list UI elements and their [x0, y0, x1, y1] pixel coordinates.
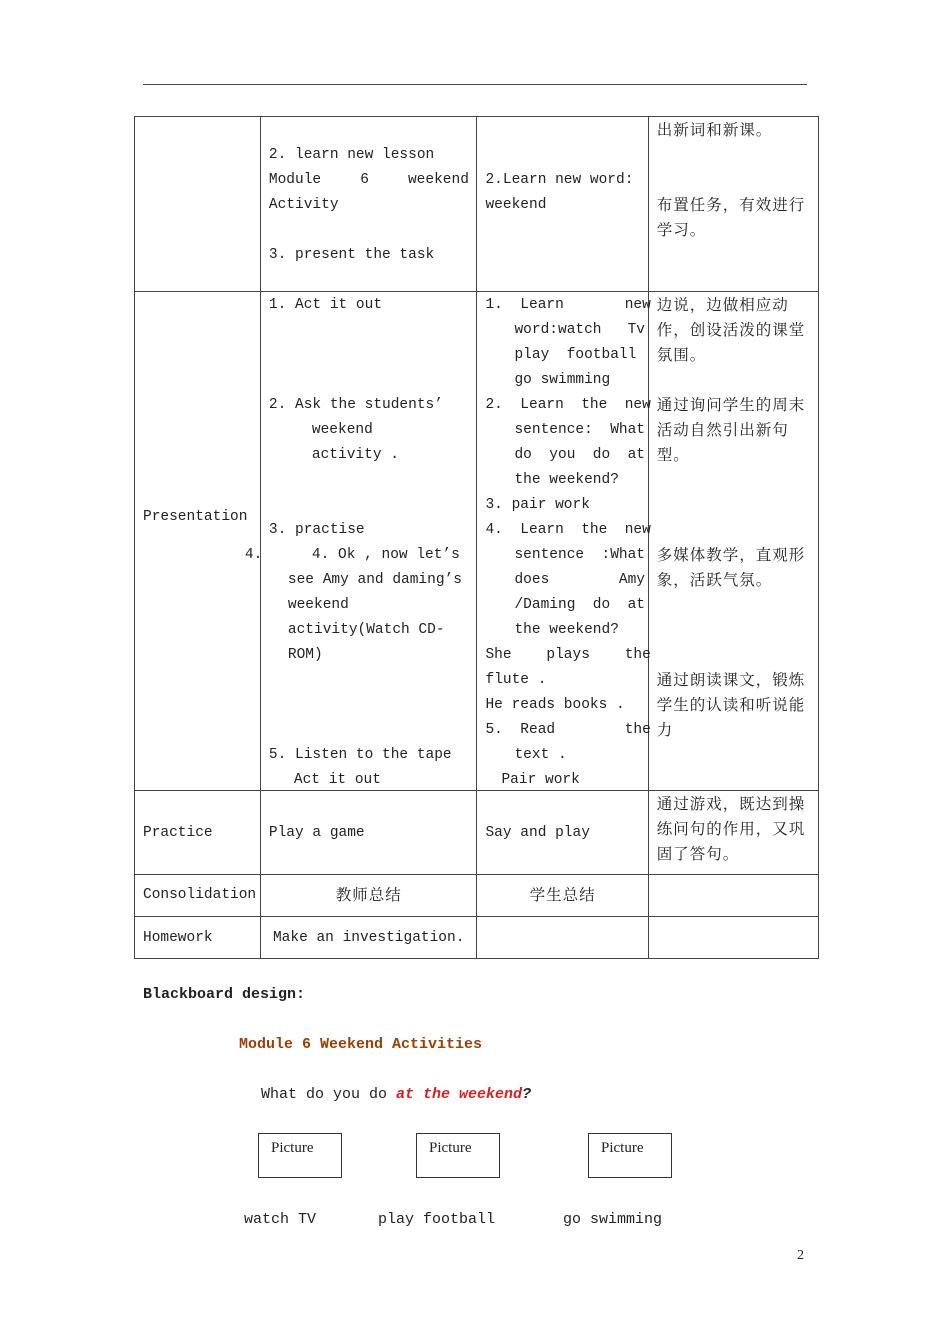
purpose-text: 作，创设活泼的课堂: [656, 321, 806, 339]
table-row: [135, 917, 819, 959]
step-text: weekend: [311, 422, 373, 438]
student-text: 4. Learn the new: [485, 522, 651, 538]
purpose-text: 型。: [656, 446, 690, 464]
table-cell: [477, 791, 648, 875]
question-highlight: at the weekend: [396, 1086, 523, 1103]
purpose-text: 边说，边做相应动: [656, 296, 789, 314]
step-text: 5. Listen to the tape: [268, 747, 452, 763]
table-row: [135, 875, 819, 917]
step-text: 2. Ask the students’: [268, 397, 443, 413]
student-text: Say and play: [485, 825, 590, 841]
question-text: What do you do: [261, 1086, 397, 1103]
table-cell: [135, 292, 261, 791]
step-text: activity(Watch CD-: [287, 622, 445, 638]
table-cell: [477, 875, 648, 917]
table-cell: [477, 292, 651, 791]
purpose-text: 氛围。: [656, 346, 707, 364]
student-text: go swimming: [514, 372, 611, 388]
step-text: 4.: [244, 547, 263, 563]
purpose-text: 学习。: [656, 221, 707, 239]
purpose-text: 布置任务，有效进行: [656, 196, 806, 214]
step-text: Module 6 weekend: [268, 172, 469, 188]
step-text: ROM): [287, 647, 323, 663]
table-cell: [648, 875, 818, 917]
student-text: 3. pair work: [485, 497, 590, 513]
table-cell: [648, 117, 818, 292]
table-cell: [648, 292, 818, 791]
student-text: text .: [514, 747, 567, 763]
step-text: weekend: [287, 597, 349, 613]
activity-label: play football: [378, 1211, 496, 1228]
purpose-text: 练问句的作用，又巩: [656, 820, 806, 838]
student-text: flute .: [485, 672, 547, 688]
student-text: /Daming do at: [514, 597, 646, 613]
table-cell: [260, 875, 477, 917]
table-cell: [260, 791, 477, 875]
student-text: the weekend?: [514, 472, 619, 488]
picture-box: Picture: [258, 1133, 342, 1178]
step-text: Act it out: [293, 772, 381, 788]
step-text: 教师总结: [335, 886, 402, 904]
step-text: 1. Act it out: [268, 297, 383, 313]
student-text: word:watch Tv: [514, 322, 646, 338]
student-text: She plays the: [485, 647, 651, 663]
table-cell: [648, 791, 818, 875]
table-cell: [135, 875, 261, 917]
student-text: play football: [514, 347, 637, 363]
picture-box: Picture: [416, 1133, 500, 1178]
table-row: [135, 791, 819, 875]
student-text: Pair work: [501, 772, 580, 788]
purpose-text: 通过朗读课文，锻炼: [656, 671, 806, 689]
student-text: 学生总结: [529, 886, 596, 904]
step-text: 3. practise: [268, 522, 365, 538]
page-number: 2: [797, 1248, 804, 1263]
student-text: sentence: What: [514, 422, 646, 438]
question-mark: ?: [522, 1086, 532, 1103]
lesson-plan-table: [134, 116, 819, 959]
table-cell: [648, 917, 818, 959]
step-text: Activity: [268, 197, 339, 213]
stage-label: Consolidation: [143, 887, 257, 903]
student-text: weekend: [485, 197, 547, 213]
step-text: 2. learn new lesson: [268, 147, 435, 163]
table-row: [135, 292, 819, 791]
stage-label: Presentation: [143, 509, 248, 525]
student-text: He reads books .: [485, 697, 625, 713]
purpose-text: 通过游戏，既达到操: [656, 795, 806, 813]
student-text: 1. Learn new: [485, 297, 651, 313]
table-row: [135, 117, 819, 292]
student-text: does Amy: [514, 572, 646, 588]
purpose-text: 力: [656, 721, 674, 739]
blackboard-heading: Blackboard design:: [143, 986, 306, 1003]
table-cell: [135, 117, 261, 292]
student-text: sentence :What: [514, 547, 646, 563]
activity-label: watch TV: [244, 1211, 317, 1228]
table-cell: [477, 117, 648, 292]
stage-label: Homework: [143, 930, 213, 946]
student-text: do you do at: [514, 447, 646, 463]
table-cell: [244, 292, 477, 791]
table-cell: [260, 917, 477, 959]
step-text: see Amy and daming’s: [287, 572, 462, 588]
student-text: 2. Learn the new: [485, 397, 651, 413]
student-text: 5. Read the: [485, 722, 651, 738]
activity-label: go swimming: [563, 1211, 663, 1228]
stage-label: Practice: [143, 825, 213, 841]
step-text: Make an investigation.: [272, 930, 465, 946]
picture-box: Picture: [588, 1133, 672, 1178]
student-text: 2.Learn new word:: [485, 172, 634, 188]
table-cell: [135, 917, 261, 959]
table-cell: [135, 791, 261, 875]
purpose-text: 活动自然引出新句: [656, 421, 789, 439]
table-cell: [260, 117, 477, 292]
step-text: 3. present the task: [268, 247, 435, 263]
table-cell: [477, 917, 648, 959]
purpose-text: 出新词和新课。: [656, 121, 773, 139]
step-text: 4. Ok , now let’s: [311, 547, 460, 563]
purpose-text: 象，活跃气氛。: [656, 571, 773, 589]
step-text: activity .: [311, 447, 399, 463]
student-text: the weekend?: [514, 622, 619, 638]
purpose-text: 多媒体教学，直观形: [656, 546, 806, 564]
header-rule: [143, 84, 807, 85]
module-title: Module 6 Weekend Activities: [239, 1036, 483, 1053]
purpose-text: 通过询问学生的周末: [656, 396, 806, 414]
step-text: Play a game: [268, 825, 365, 841]
purpose-text: 固了答句。: [656, 845, 740, 863]
purpose-text: 学生的认读和听说能: [656, 696, 806, 714]
key-question: [261, 1086, 531, 1103]
